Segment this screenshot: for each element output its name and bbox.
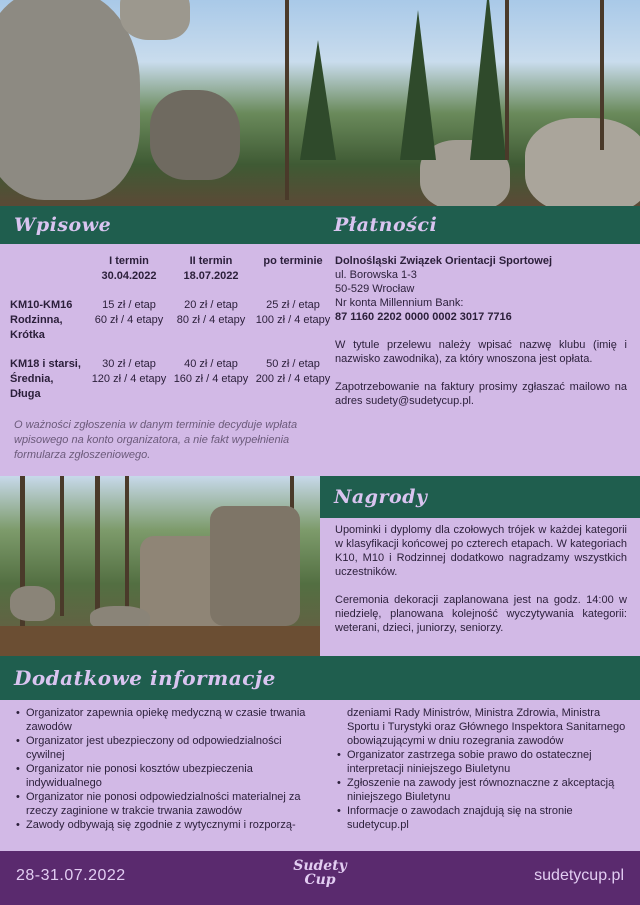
column-header: II termin 18.07.2022 xyxy=(183,255,239,282)
list-item-continuation: dzeniami Rady Ministrów, Ministra Zdrowia, Ministra Sportu i Turystyki oraz Głównego Inspektora Sanitarnego obowiązującymi w dniu rozegrania zawodów xyxy=(347,707,626,747)
invoice-info: Zapotrzebowanie na faktury prosimy zgłaszać mailowo na adres sudety@sudetycup.pl. xyxy=(335,381,627,407)
wpisowe-heading: Wpisowe xyxy=(14,214,112,236)
section-band-fees xyxy=(0,206,640,244)
forest-floor xyxy=(0,626,320,656)
fees-row xyxy=(10,298,334,343)
info-list-right xyxy=(335,748,627,832)
list-item: • Organizator zapewnia opiekę medyczną w czasie trwania zawodów xyxy=(14,706,306,734)
rock-right xyxy=(525,118,640,206)
fee-cell: 40 zł / etap 160 zł / 4 etapy xyxy=(173,358,249,385)
tree-trunk xyxy=(600,0,604,150)
boulder xyxy=(10,586,55,621)
rock-middle xyxy=(150,90,240,180)
large-rock xyxy=(0,0,140,200)
prizes-text xyxy=(335,523,627,635)
payment-details xyxy=(335,254,627,408)
spruce-tree xyxy=(470,0,506,160)
fees-header-row xyxy=(10,254,334,284)
event-dates: 28-31.07.2022 xyxy=(16,867,126,884)
rock-top xyxy=(120,0,190,40)
forest-rocks-photo xyxy=(0,0,640,206)
column-header: I termin 30.04.2022 xyxy=(101,255,157,282)
bank-account: 87 1160 2202 0000 0002 3017 7716 xyxy=(335,311,512,323)
rock-formation-photo xyxy=(0,476,320,656)
column-header: po terminie xyxy=(263,255,323,267)
platnosci-heading: Płatności xyxy=(334,214,438,236)
category-cell: KM10-KM16 Rodzinna, Krótka xyxy=(10,299,73,341)
list-item: • Zawody odbywają się zgodnie z wytycznymi i rozporzą- xyxy=(14,818,306,832)
sudety-cup-logo: Sudety Cup xyxy=(293,858,347,888)
fee-cell: 15 zł / etap 60 zł / 4 etapy xyxy=(94,299,164,326)
section-band-additional xyxy=(0,656,640,700)
spruce-tree xyxy=(400,10,436,160)
fee-cell: 20 zł / etap 80 zł / 4 etapy xyxy=(176,299,246,326)
section-band-prizes xyxy=(320,476,640,518)
list-item: • Informacje o zawodach znajdują się na stronie sudetycup.pl xyxy=(335,804,627,832)
info-list-right-wrap xyxy=(335,706,627,832)
list-item: • Organizator nie ponosi odpowiedzialności materialnej za rzeczy zaginione w trakcie trwania zawodów xyxy=(14,790,306,818)
tree-trunk xyxy=(505,0,509,160)
bank-label: Nr konta Millennium Bank: xyxy=(335,297,464,309)
nagrody-heading: Nagrody xyxy=(334,486,428,508)
fee-cell: 25 zł / etap 100 zł / 4 etapy xyxy=(255,299,331,326)
fees-note: O ważności zgłoszenia w danym terminie decyduje wpłata wpisowego na konto organizatora, a nie fakt wypełnienia formularza zgłoszeniowego. xyxy=(14,419,298,461)
org-name: Dolnośląski Związek Orientacji Sportowej xyxy=(335,255,553,267)
list-item: • Organizator jest ubezpieczony od odpowiedzialności cywilnej xyxy=(14,734,306,762)
list-item: • Zgłoszenie na zawody jest równoznaczne z akceptacją niniejszego Biuletynu xyxy=(335,776,627,804)
fees-row xyxy=(10,357,334,402)
rock-tower xyxy=(210,506,300,626)
org-city: 50-529 Wrocław xyxy=(335,283,415,295)
dodatkowe-heading: Dodatkowe informacje xyxy=(14,666,276,690)
info-list-left xyxy=(14,706,306,832)
website-link[interactable]: sudetycup.pl xyxy=(534,867,624,884)
tree-trunk xyxy=(95,476,100,626)
fee-cell: 50 zł / etap 200 zł / 4 etapy xyxy=(255,358,331,385)
transfer-info: W tytule przelewu należy wpisać nazwę klubu (imię i nazwisko zawodnika), za który wnoszona jest opłata. xyxy=(335,339,627,365)
ceremony-paragraph: Ceremonia dekoracji zaplanowana jest na godz. 14:00 w niedzielę, planowana kolejność wyczytywania kategorii: weterani, dzieci, juniorzy, seniorzy. xyxy=(335,594,627,634)
tree-trunk xyxy=(125,476,129,616)
list-item: • Organizator nie ponosi kosztów ubezpieczenia indywidualnego xyxy=(14,762,306,790)
fee-cell: 30 zł / etap 120 zł / 4 etapy xyxy=(91,358,167,385)
org-street: ul. Borowska 1-3 xyxy=(335,269,417,281)
tree-trunk xyxy=(60,476,64,616)
category-cell: KM18 i starsi, Średnia, Długa xyxy=(10,358,81,400)
spruce-tree xyxy=(300,40,336,160)
tree-trunk xyxy=(285,0,289,200)
fees-table xyxy=(10,254,334,402)
footer-bar xyxy=(0,851,640,905)
prizes-paragraph: Upominki i dyplomy dla czołowych trójek w każdej kategorii w klasyfikacji końcowej po czterech etapach. W kategoriach K10, M10 i Rodzinnej dodatkowo nagradzamy wszystkich uczestników. xyxy=(335,524,627,578)
list-item: • Organizator zastrzega sobie prawo do ostatecznej interpretacji niniejszego Biuletynu xyxy=(335,748,627,776)
